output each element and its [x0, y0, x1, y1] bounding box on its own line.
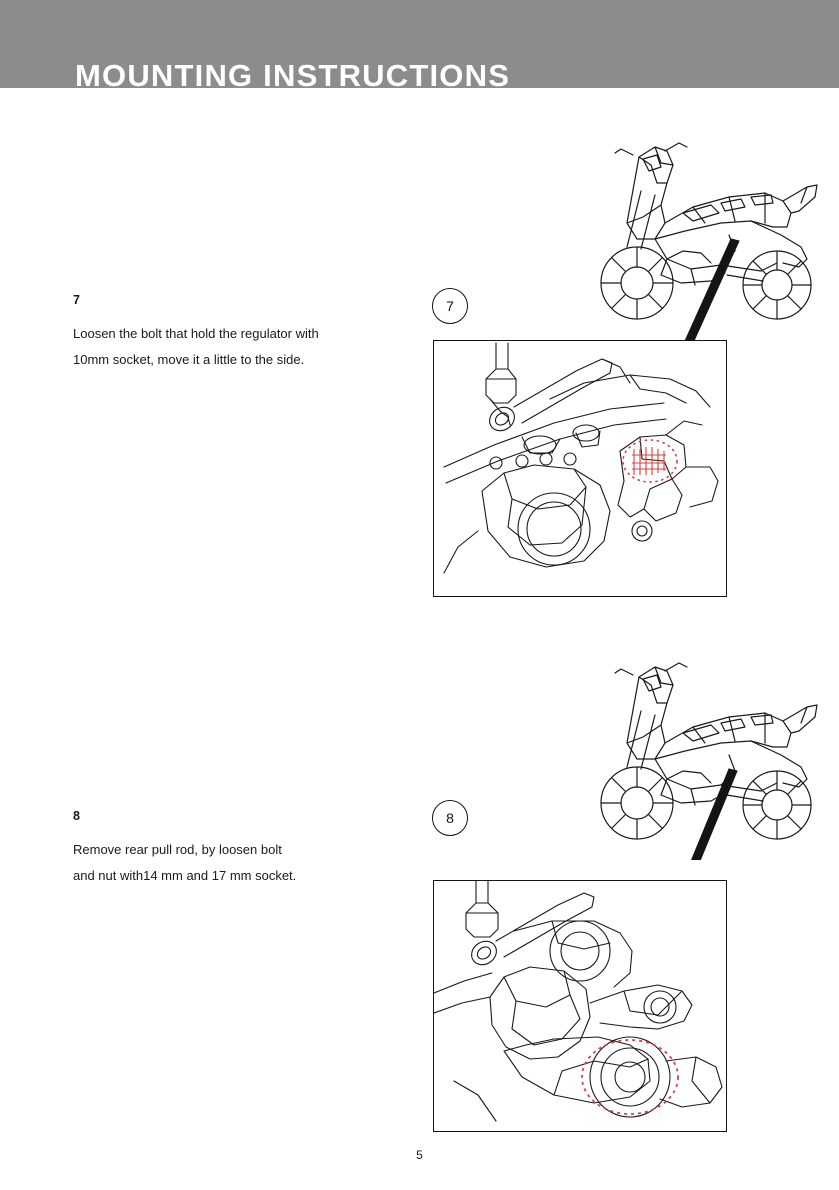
figure-step-8	[420, 655, 820, 1135]
step-7-instruction-line-2: 10mm socket, move it a little to the side.	[73, 352, 305, 368]
step-8-badge: 8	[432, 800, 468, 836]
step-7-text-block	[73, 294, 403, 374]
step-7-detail-photo	[433, 340, 727, 597]
motorcycle-line-drawing-7	[515, 135, 820, 340]
step-7-number: 7	[73, 293, 80, 307]
figure-step-7	[420, 135, 820, 605]
step-7-badge: 7	[432, 288, 468, 324]
step-8-instruction	[73, 837, 403, 890]
page-number: 5	[416, 1148, 423, 1162]
page-title: MOUNTING INSTRUCTIONS	[75, 58, 511, 93]
step-8-instruction-line-2: and nut with14 mm and 17 mm socket.	[73, 868, 297, 884]
step-7-instruction-line-1: Loosen the bolt that hold the regulator with	[73, 325, 319, 341]
step-7-instruction	[73, 321, 403, 374]
step-8-instruction-line-1: Remove rear pull rod, by loosen bolt	[73, 841, 282, 857]
step-8-number: 8	[73, 809, 80, 823]
step-8-text-block	[73, 810, 403, 890]
motorcycle-line-drawing-8	[515, 655, 820, 860]
step-8-detail-photo	[433, 880, 727, 1132]
